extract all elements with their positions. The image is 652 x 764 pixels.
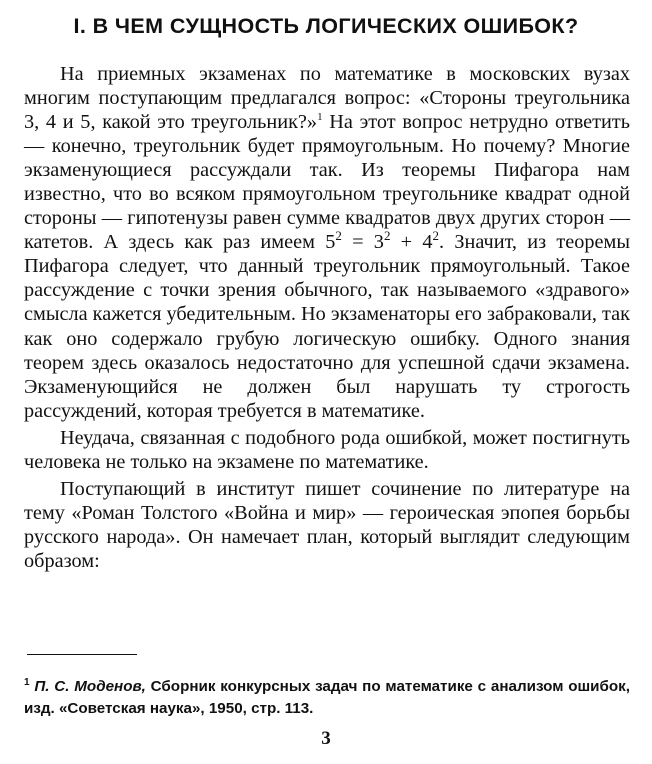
paragraph-1-part-e: . Значит, из теоремы Пифагора следует, что данный треугольник прямоугольный. Такое рассуждение с точки зрения обычного, так называемого «здравого» смысла кажется убедительным. Но экзаменаторы его забраковали, так как оно содержало грубую логическую ошибку. Одного знания теорем здесь оказалось недостаточно для успешной сдачи экзамена. Экзаменующийся не должен был нарушать ту строгость рассуждений, которая требуется в математике.: [24, 231, 630, 422]
paragraph-1-part-c: = 3: [341, 231, 384, 254]
footnote-text: Сборник конкурсных задач по математике с анализом ошибок, изд. «Советская наука», 1950, стр. 113.: [24, 678, 630, 717]
exponent: 2: [335, 228, 342, 244]
body-text: [24, 62, 630, 573]
footnote-author: П. С. Моденов,: [34, 678, 146, 695]
paragraph-1: [24, 62, 630, 423]
footnote-divider: [27, 654, 137, 655]
footnote-mark: 1: [24, 676, 30, 688]
footnote: [24, 676, 630, 720]
footnote-reference: 1: [317, 111, 323, 124]
page-number: 3: [321, 728, 331, 749]
exponent: 2: [383, 228, 391, 244]
exponent: 2: [432, 228, 440, 244]
paragraph-3: Поступающий в институт пишет сочинение по литературе на тему «Роман Толстого «Война и мир» — героическая эпопея борьбы русского народа». Он намечает план, который выглядит следующим образом:: [24, 477, 630, 572]
paragraph-1-part-b: На этот вопрос нетрудно ответить — конечно, треугольник будет прямоугольным. Но почему? Многие экзаменующиеся рассуждали так. Из теоремы Пифагора нам известно, что во всяком прямоугольном треугольнике квадрат одной стороны — гипотенузы равен сумме квадратов двух других сторон — катетов. А здесь как раз имеем 5: [24, 111, 630, 254]
chapter-heading: I. В ЧЕМ СУЩНОСТЬ ЛОГИЧЕСКИХ ОШИБОК?: [73, 14, 579, 38]
paragraph-1-part-a: На приемных экзаменах по математике в московских вузах многим поступающим предлагался вопрос: «Стороны треугольника 3, 4 и 5, какой это треугольник?»: [24, 63, 630, 134]
paragraph-2: Неудача, связанная с подобного рода ошибкой, может постигнуть человека не только на экзамене по математике.: [24, 426, 630, 473]
paragraph-1-part-d: + 4: [390, 231, 433, 254]
